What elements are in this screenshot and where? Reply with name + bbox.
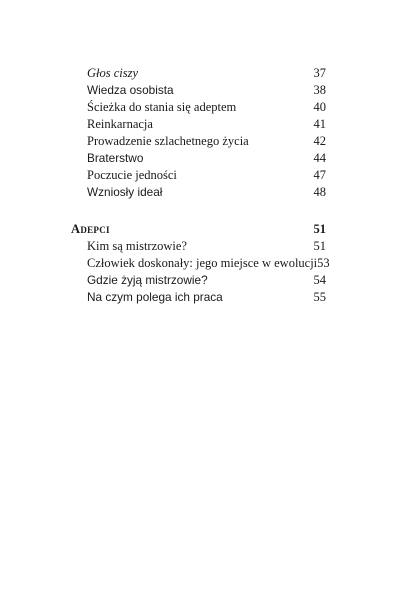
table-of-contents: [71, 65, 330, 306]
toc-entry: [71, 99, 326, 116]
toc-entry-page: 44: [313, 151, 326, 165]
toc-entry-title: Człowiek doskonały: jego miejsce w ewolucji: [87, 256, 318, 270]
toc-entry-title: Braterstwo: [87, 151, 144, 165]
toc-entry-title: Ścieżka do stania się adeptem: [87, 100, 237, 114]
toc-entry-title: Kim są mistrzowie?: [87, 239, 187, 253]
toc-entry: [71, 167, 326, 184]
toc-entry-title: Prowadzenie szlachetnego życia: [87, 134, 249, 148]
toc-entry-page: 51: [313, 239, 326, 253]
toc-entry-title: Głos ciszy: [87, 66, 139, 80]
toc-entry: [71, 116, 326, 133]
toc-entry: [71, 289, 326, 306]
toc-entry-page: 55: [313, 290, 326, 304]
toc-entry: [71, 65, 326, 82]
section-spacer: [71, 201, 326, 221]
toc-entry-page: 41: [313, 117, 326, 131]
toc-entry: [71, 238, 326, 255]
toc-entry-page: 47: [313, 168, 326, 182]
toc-entry: [71, 82, 326, 99]
toc-entry-page: 53: [317, 256, 330, 270]
toc-entry: [71, 272, 326, 289]
toc-entry-title: Reinkarnacja: [87, 117, 153, 131]
toc-entry-page: 48: [313, 185, 326, 199]
toc-entry-title: Gdzie żyją mistrzowie?: [87, 273, 208, 287]
toc-entry-page: 37: [313, 66, 326, 80]
toc-entry-page: 40: [313, 100, 326, 114]
toc-section-title: Adepci: [71, 222, 110, 236]
toc-entry-page: 38: [313, 83, 326, 97]
toc-entry: [71, 133, 326, 150]
toc-entry: [71, 150, 326, 167]
toc-entry-page: 42: [313, 134, 326, 148]
toc-entry-title: Wzniosły ideał: [87, 185, 163, 199]
toc-entry-page: 54: [313, 273, 326, 287]
toc-entry-title: Na czym polega ich praca: [87, 290, 223, 304]
toc-entry-title: Wiedza osobista: [87, 83, 174, 97]
toc-entry: [71, 255, 330, 272]
toc-section-page: 51: [313, 222, 326, 236]
toc-entry-title: Poczucie jedności: [87, 168, 177, 182]
toc-entry: [71, 184, 326, 201]
toc-section-heading: [71, 221, 326, 238]
